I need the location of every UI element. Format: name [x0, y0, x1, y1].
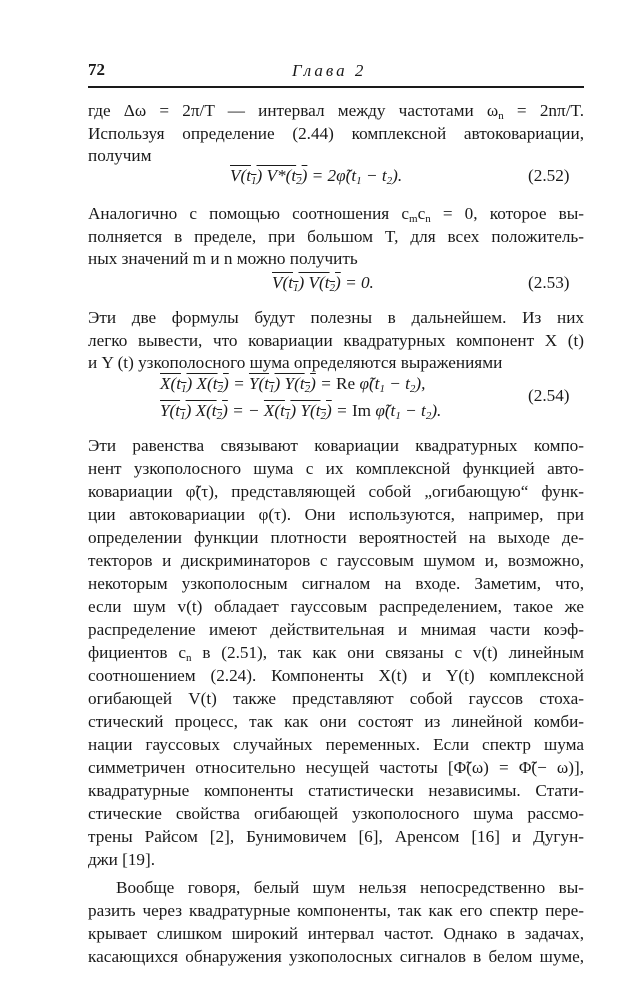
text-line: и Y (t) узкополосного шума определяются выражениями: [88, 353, 503, 372]
text-line: Эти равенства связывают ковариации квадратурных компо-: [88, 436, 584, 455]
text-line: ковариации φ̃(τ), представляющей собой „огибающую“ функ-: [88, 482, 584, 501]
text-line: нации гауссовых случайных переменных. Если спектр шума: [88, 735, 584, 754]
text-line: распределение имеют действительная и мнимая части коэф-: [88, 620, 584, 639]
text-line: где Δω = 2π/T — интервал между частотами $\omega_n = 2n\pi/T$.: [88, 101, 584, 122]
text-line: если шум v(t) обладает гауссовым распределением, такое же: [88, 597, 584, 616]
text-line: полняется в пределе, при большом T, для всех положитель-: [88, 227, 584, 246]
page-header: [88, 60, 584, 90]
text-line: Используя определение (2.44) комплексной автоковариации,: [88, 124, 584, 143]
text-line: некоторым узкополосным сигналом на входе. Заметим, что,: [88, 574, 584, 593]
equation-2-54-line-1: $X(t_1) X(t_2) = Y(t_1) Y(t_2) = Re$ $\varphĩ(t_1 - t_2)$,: [160, 374, 426, 395]
text-line: симметричен относительно несущей частоты [Φ̃(ω) = Φ̃(− ω)],: [88, 758, 584, 777]
text-line: стический процесс, так как они состоят из линейной комби-: [88, 712, 584, 731]
equation-2-52: $V(t_1) V*(t_2)$ = $2\varphĩ(t_1 - t_2)$.: [230, 166, 403, 187]
text-line: Вообще говоря, белый шум нельзя непосредственно вы-: [116, 878, 584, 897]
header-rule: [88, 86, 584, 88]
text-line: Эти две формулы будут полезны в дальнейшем. Из них: [88, 308, 584, 327]
equation-number: (2.52): [528, 166, 570, 185]
text-line: квадратурные компоненты статистически независимы. Стати-: [88, 781, 584, 800]
text-line: трены Райсом [2], Бунимовичем [6], Аренсом [16] и Дугун-: [88, 827, 584, 846]
chapter-title: Глава 2: [292, 61, 367, 80]
text-line: Аналогично с помощью соотношения $c_mc_n = 0$, которое вы-: [88, 204, 584, 225]
equation-2-53: $V(t_1) V(t_2) = 0$.: [272, 273, 374, 294]
equation-2-54-line-2: $Y(t_1) X(t_2)$ = − $X(t_1) Y(t_2) = Im$ $\varphĩ(t_1 - t_2)$.: [160, 401, 442, 422]
text-line: ции автоковариации φ(τ). Они используются, например, при: [88, 505, 584, 524]
equation-number: (2.54): [528, 386, 570, 405]
text-line: джи [19].: [88, 850, 156, 869]
text-line: текторов и дискриминаторов с гауссовым шумом и, возможно,: [88, 551, 584, 570]
text-line: разить через квадратурные компоненты, так как его спектр пере-: [88, 901, 584, 920]
text-line: крывает слишком широкий интервал частот. Однако в задачах,: [88, 924, 584, 943]
text-line: касающихся обнаружения узкополосных сигналов в белом шуме,: [88, 947, 584, 966]
text-line: стические свойства огибающей узкополосного шума рассмо-: [88, 804, 584, 823]
text-line: огибающей V(t) также представляют собой гауссов стоха-: [88, 689, 584, 708]
page-number: 72: [88, 60, 105, 79]
equation-number: (2.53): [528, 273, 570, 292]
text-line: легко вывести, что ковариации квадратурных компонент X (t): [88, 331, 584, 350]
text-line: получим: [88, 146, 152, 165]
text-line: определении функции плотности вероятностей на выходе де-: [88, 528, 584, 547]
text-line: нент узкополосного шума с их комплексной функцией авто-: [88, 459, 584, 478]
text-line: соотношением (2.24). Компоненты X(t) и Y(t) комплексной: [88, 666, 584, 685]
text-line: фициентов $c_n$ в (2.51), так как они связаны с v(t) линейным: [88, 643, 584, 664]
text-line: ных значений m и n можно получить: [88, 249, 358, 268]
